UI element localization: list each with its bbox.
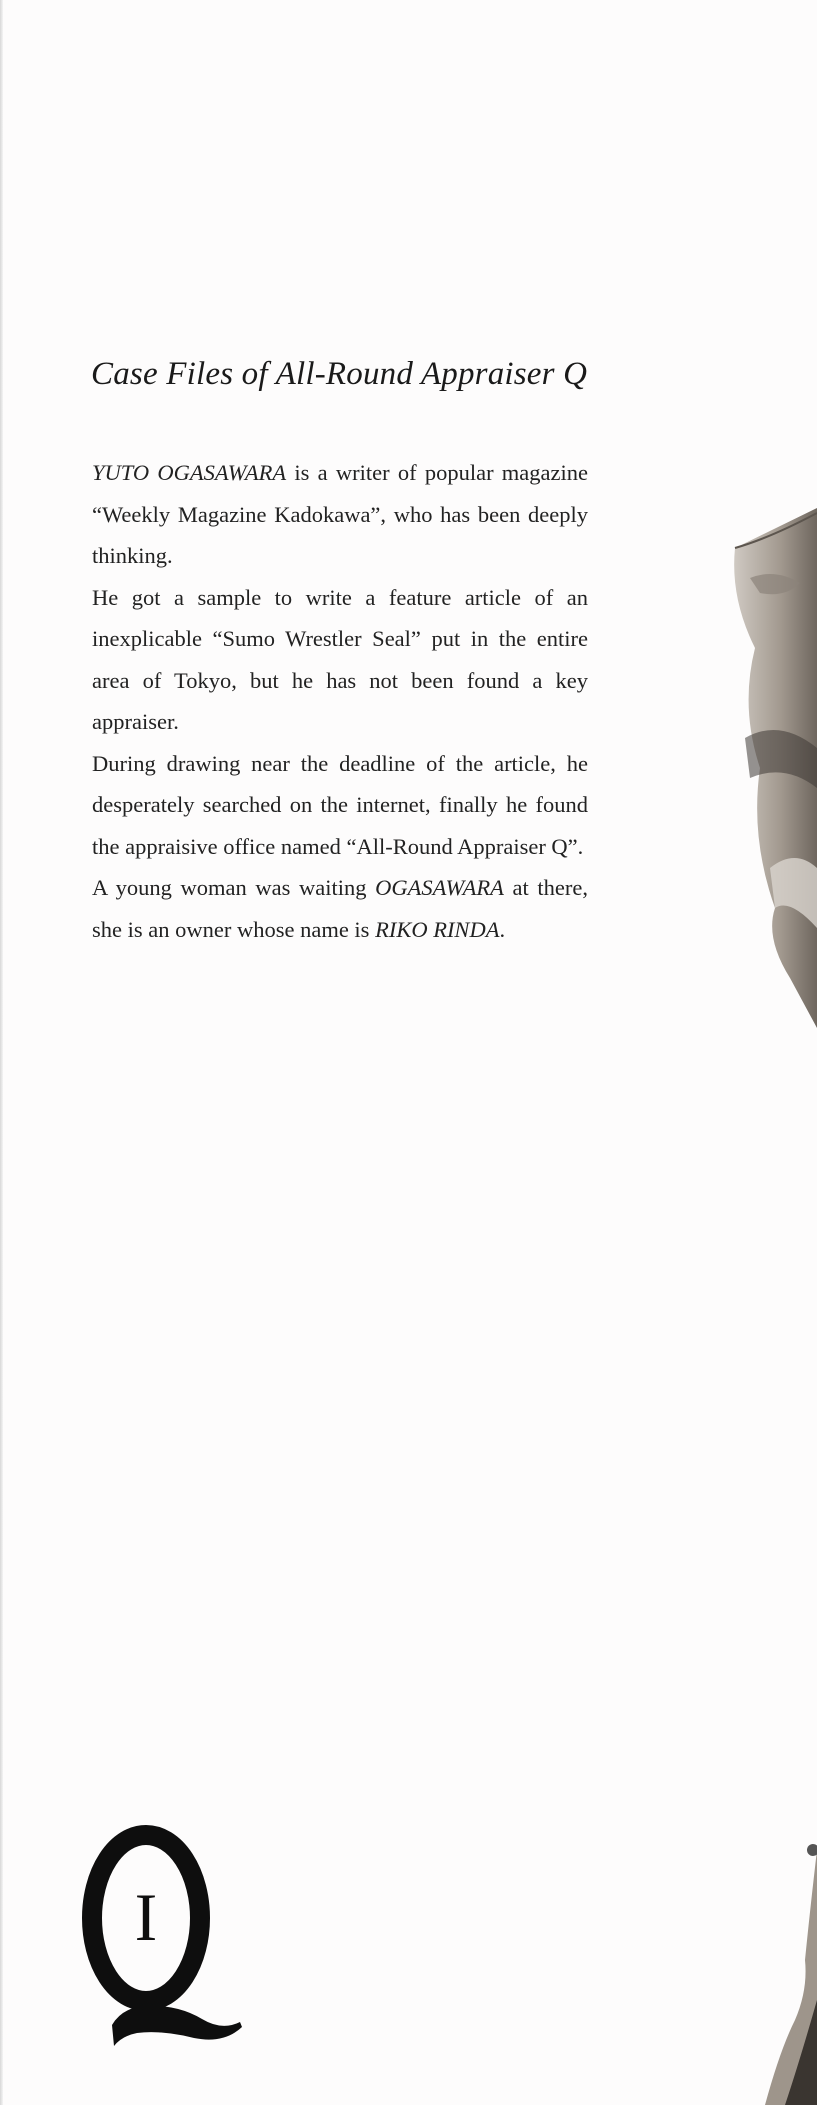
cover-photo-edge-bottom <box>760 1790 817 2105</box>
volume-numeral: I <box>134 1879 158 1955</box>
synopsis-paragraph-1: YUTO OGASAWARA is a writer of popular magazine “Weekly Magazine Kadokawa”, who has been deeply thinking. <box>92 460 589 568</box>
page-edge-shadow <box>0 0 3 2105</box>
cover-photo-edge <box>730 508 817 1028</box>
synopsis-paragraph-4: A young woman was waiting OGASAWARA at there, she is an owner whose name is RIKO RINDA. <box>92 875 588 942</box>
synopsis-paragraph-2: He got a sample to write a feature article of an inexplicable “Sumo Wrestler Seal” put in the entire area of Tokyo, but he has not been found a key appraiser. <box>92 584 588 734</box>
synopsis-paragraph-3: During drawing near the deadline of the article, he desperately searched on the internet, finally he found the appraisive office named “All-Round Appraiser Q”. <box>92 750 588 859</box>
character-name-yuto: YUTO OGASAWARA <box>92 460 287 485</box>
volume-q-logo <box>82 1820 242 2050</box>
book-title: Case Files of All-Round Appraiser Q <box>91 356 588 392</box>
synopsis-text <box>92 452 588 950</box>
character-name-ogasawara: OGASAWARA <box>375 875 504 900</box>
character-name-riko: RIKO RINDA <box>375 916 500 942</box>
